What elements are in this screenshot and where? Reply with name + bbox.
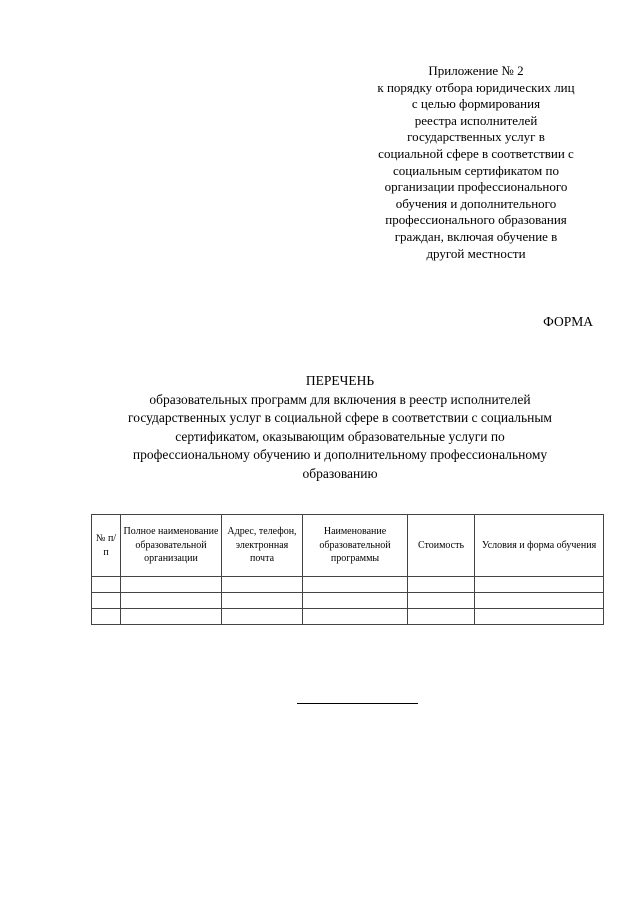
table-row xyxy=(92,593,604,609)
appendix-line: реестра исполнителей xyxy=(414,112,538,128)
table-cell xyxy=(303,593,408,609)
heading-line: образованию xyxy=(302,465,378,481)
appendix-line: другой местности xyxy=(426,245,526,261)
appendix-line: организации профессионального xyxy=(384,179,568,195)
table-cell xyxy=(92,593,121,609)
table-cell xyxy=(475,593,604,609)
appendix-line: социальным сертификатом по xyxy=(393,162,559,178)
appendix-line: социальной сфере в соответствии с xyxy=(378,145,574,161)
heading-line: образовательных программ для включения в реестр исполнителей xyxy=(149,391,531,407)
table-cell xyxy=(408,577,475,593)
table-cell xyxy=(475,577,604,593)
column-header-number: № п/п xyxy=(92,515,121,577)
table-cell xyxy=(121,609,222,625)
table-row xyxy=(92,577,604,593)
table-cell xyxy=(121,577,222,593)
table-cell xyxy=(408,593,475,609)
column-header-conditions: Условия и форма обучения xyxy=(475,515,604,577)
table-cell xyxy=(222,577,303,593)
appendix-line: граждан, включая обучение в xyxy=(394,228,558,244)
form-label: ФОРМА xyxy=(543,314,593,329)
heading-line: государственных услуг в социальной сфере в соответствии с социальным xyxy=(128,410,552,426)
appendix-line: обучения и дополнительного xyxy=(395,195,557,211)
appendix-block xyxy=(356,63,596,262)
appendix-line: с целью формирования xyxy=(411,96,541,112)
column-header-organization: Полное наименование образовательной организации xyxy=(121,515,222,577)
signature-line xyxy=(297,703,418,704)
table-cell xyxy=(408,609,475,625)
table-cell xyxy=(475,609,604,625)
column-header-contacts: Адрес, телефон, электронная почта xyxy=(222,515,303,577)
appendix-line: к порядку отбора юридических лиц xyxy=(377,79,575,95)
table-cell xyxy=(222,609,303,625)
appendix-line: профессионального образования xyxy=(385,212,567,228)
table-cell xyxy=(222,593,303,609)
heading-line: профессиональному обучению и дополнительному профессиональному xyxy=(132,447,548,463)
table-header-row xyxy=(92,515,604,577)
programs-table xyxy=(91,514,604,625)
document-heading xyxy=(60,372,620,484)
table-cell xyxy=(92,609,121,625)
column-header-program: Наименование образовательной программы xyxy=(303,515,408,577)
appendix-line: Приложение № 2 xyxy=(428,63,524,78)
table-cell xyxy=(92,577,121,593)
table-cell xyxy=(303,577,408,593)
heading-line: сертификатом, оказывающим образовательные услуги по xyxy=(175,428,505,444)
table-cell xyxy=(303,609,408,625)
column-header-cost: Стоимость xyxy=(408,515,475,577)
table-row xyxy=(92,609,604,625)
heading-title: ПЕРЕЧЕНЬ xyxy=(305,373,375,388)
table-cell xyxy=(121,593,222,609)
appendix-line: государственных услуг в xyxy=(407,129,545,145)
